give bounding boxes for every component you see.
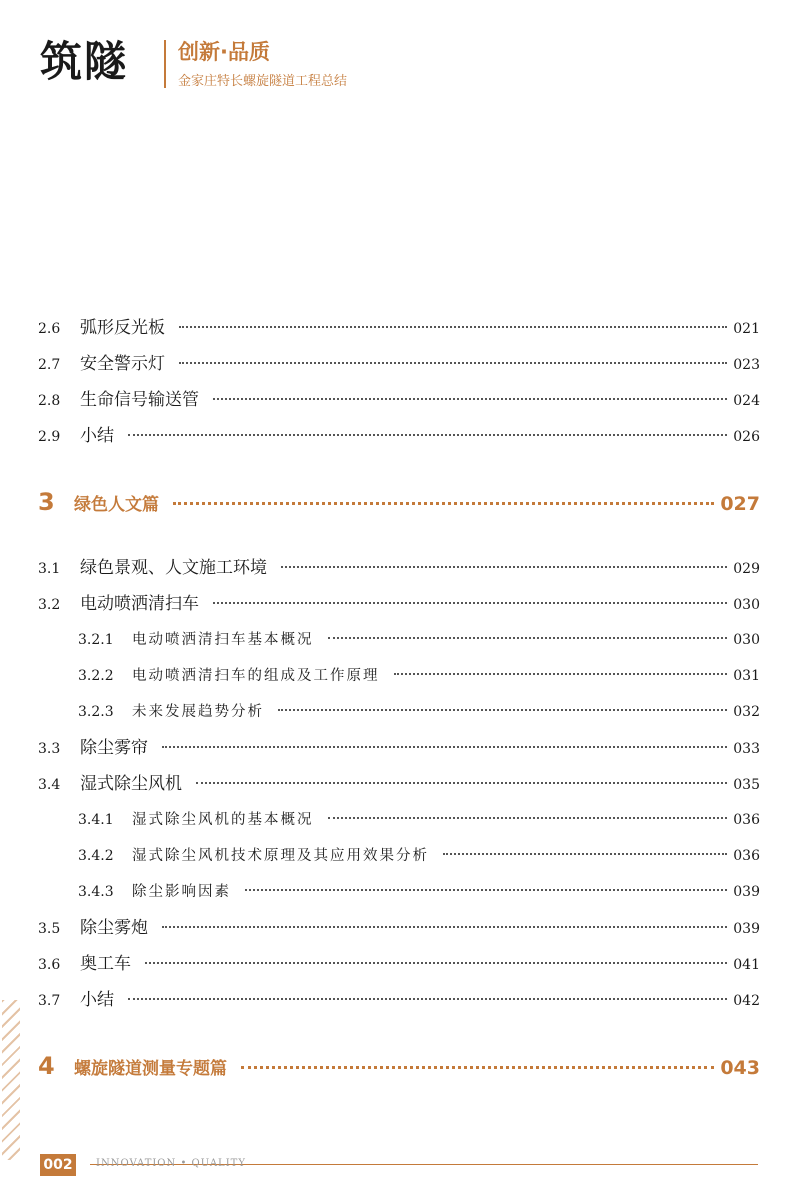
toc-chapter[interactable] (38, 474, 760, 530)
toc-leader (213, 398, 727, 400)
header-divider (164, 40, 166, 88)
toc-leader (145, 962, 727, 964)
toc-title: 螺旋隧道测量专题篇 (74, 1059, 227, 1079)
footer-text: INNOVATION • QUALITY (96, 1158, 246, 1169)
toc-title: 湿式除尘风机的基本概况 (132, 812, 314, 828)
toc-title: 小结 (80, 426, 114, 446)
toc-number: 3.3 (38, 741, 61, 757)
toc-title: 绿色景观、人文施工环境 (80, 558, 267, 578)
toc-number: 3.4.3 (78, 884, 114, 900)
toc-number: 2.9 (38, 429, 61, 445)
toc-leader (328, 817, 728, 819)
toc-subsection[interactable] (38, 622, 760, 658)
toc-section[interactable] (38, 550, 760, 586)
toc-number: 4 (38, 1052, 55, 1080)
toc-page: 043 (720, 1057, 760, 1079)
toc-number: 3.4.2 (78, 848, 114, 864)
toc-number: 3.2.2 (78, 668, 114, 684)
toc-subsection[interactable] (38, 694, 760, 730)
toc-title: 小结 (80, 990, 114, 1010)
toc-title: 奥工车 (80, 954, 131, 974)
toc-page: 042 (733, 993, 760, 1009)
toc-section[interactable] (38, 586, 760, 622)
toc-title: 电动喷洒清扫车的组成及工作原理 (132, 668, 380, 684)
toc-number: 3.7 (38, 993, 61, 1009)
toc-page: 030 (733, 597, 760, 613)
toc-leader (281, 566, 727, 568)
toc-number: 3.2.1 (78, 632, 114, 648)
toc-page: 021 (733, 321, 760, 337)
toc-leader (173, 502, 714, 505)
toc-number: 2.7 (38, 357, 61, 373)
header-slogan: 创新·品质 (178, 40, 270, 64)
toc-number: 3.5 (38, 921, 61, 937)
toc-leader (179, 326, 727, 328)
toc-title: 电动喷洒清扫车 (80, 594, 199, 614)
toc-number: 3.2.3 (78, 704, 114, 720)
toc-leader (179, 362, 727, 364)
toc-title: 除尘影响因素 (132, 884, 231, 900)
toc-leader (128, 998, 727, 1000)
toc-section[interactable] (38, 382, 760, 418)
toc-title: 除尘雾炮 (80, 918, 148, 938)
toc-page: 036 (733, 848, 760, 864)
toc-leader (196, 782, 727, 784)
toc-title: 除尘雾帘 (80, 738, 148, 758)
toc-page: 035 (733, 777, 760, 793)
toc-subsection[interactable] (38, 658, 760, 694)
toc-page: 031 (733, 668, 760, 684)
toc-page: 026 (733, 429, 760, 445)
toc-leader (245, 889, 727, 891)
table-of-contents (38, 310, 760, 1114)
toc-section[interactable] (38, 730, 760, 766)
toc-page: 036 (733, 812, 760, 828)
header-subtitle: 金家庄特长螺旋隧道工程总结 (178, 74, 348, 89)
toc-title: 绿色人文篇 (74, 495, 159, 515)
toc-number: 3.1 (38, 561, 61, 577)
toc-title: 安全警示灯 (80, 354, 165, 374)
page-number: 002 (40, 1154, 76, 1176)
toc-subsection[interactable] (38, 838, 760, 874)
toc-section[interactable] (38, 766, 760, 802)
toc-page: 030 (733, 632, 760, 648)
toc-page: 024 (733, 393, 760, 409)
logo-title: 筑隧 (40, 37, 129, 86)
toc-number: 2.6 (38, 321, 61, 337)
toc-number: 3.4.1 (78, 812, 114, 828)
toc-page: 023 (733, 357, 760, 373)
toc-section[interactable] (38, 418, 760, 454)
toc-leader (278, 709, 727, 711)
toc-page: 029 (733, 561, 760, 577)
toc-leader (241, 1066, 714, 1069)
toc-section[interactable] (38, 982, 760, 1018)
toc-number: 3 (38, 488, 55, 516)
toc-number: 3.6 (38, 957, 61, 973)
toc-title: 电动喷洒清扫车基本概况 (132, 632, 314, 648)
toc-subsection[interactable] (38, 874, 760, 910)
toc-leader (162, 746, 727, 748)
toc-number: 3.2 (38, 597, 61, 613)
toc-leader (128, 434, 727, 436)
toc-page: 039 (733, 921, 760, 937)
toc-page: 039 (733, 884, 760, 900)
toc-title: 湿式除尘风机技术原理及其应用效果分析 (132, 848, 429, 864)
toc-page: 033 (733, 741, 760, 757)
toc-section[interactable] (38, 910, 760, 946)
toc-title: 未来发展趋势分析 (132, 704, 264, 720)
toc-leader (162, 926, 727, 928)
toc-leader (328, 637, 728, 639)
toc-leader (394, 673, 728, 675)
toc-leader (443, 853, 727, 855)
toc-section[interactable] (38, 946, 760, 982)
toc-number: 2.8 (38, 393, 61, 409)
toc-leader (213, 602, 727, 604)
toc-chapter[interactable] (38, 1038, 760, 1094)
toc-page: 041 (733, 957, 760, 973)
toc-page: 032 (733, 704, 760, 720)
toc-page: 027 (720, 493, 760, 515)
side-hatch-decoration (2, 1000, 20, 1160)
toc-title: 湿式除尘风机 (80, 774, 182, 794)
toc-title: 生命信号输送管 (80, 390, 199, 410)
toc-section[interactable] (38, 346, 760, 382)
toc-number: 3.4 (38, 777, 61, 793)
toc-subsection[interactable] (38, 802, 760, 838)
toc-section[interactable] (38, 310, 760, 346)
toc-title: 弧形反光板 (80, 318, 165, 338)
